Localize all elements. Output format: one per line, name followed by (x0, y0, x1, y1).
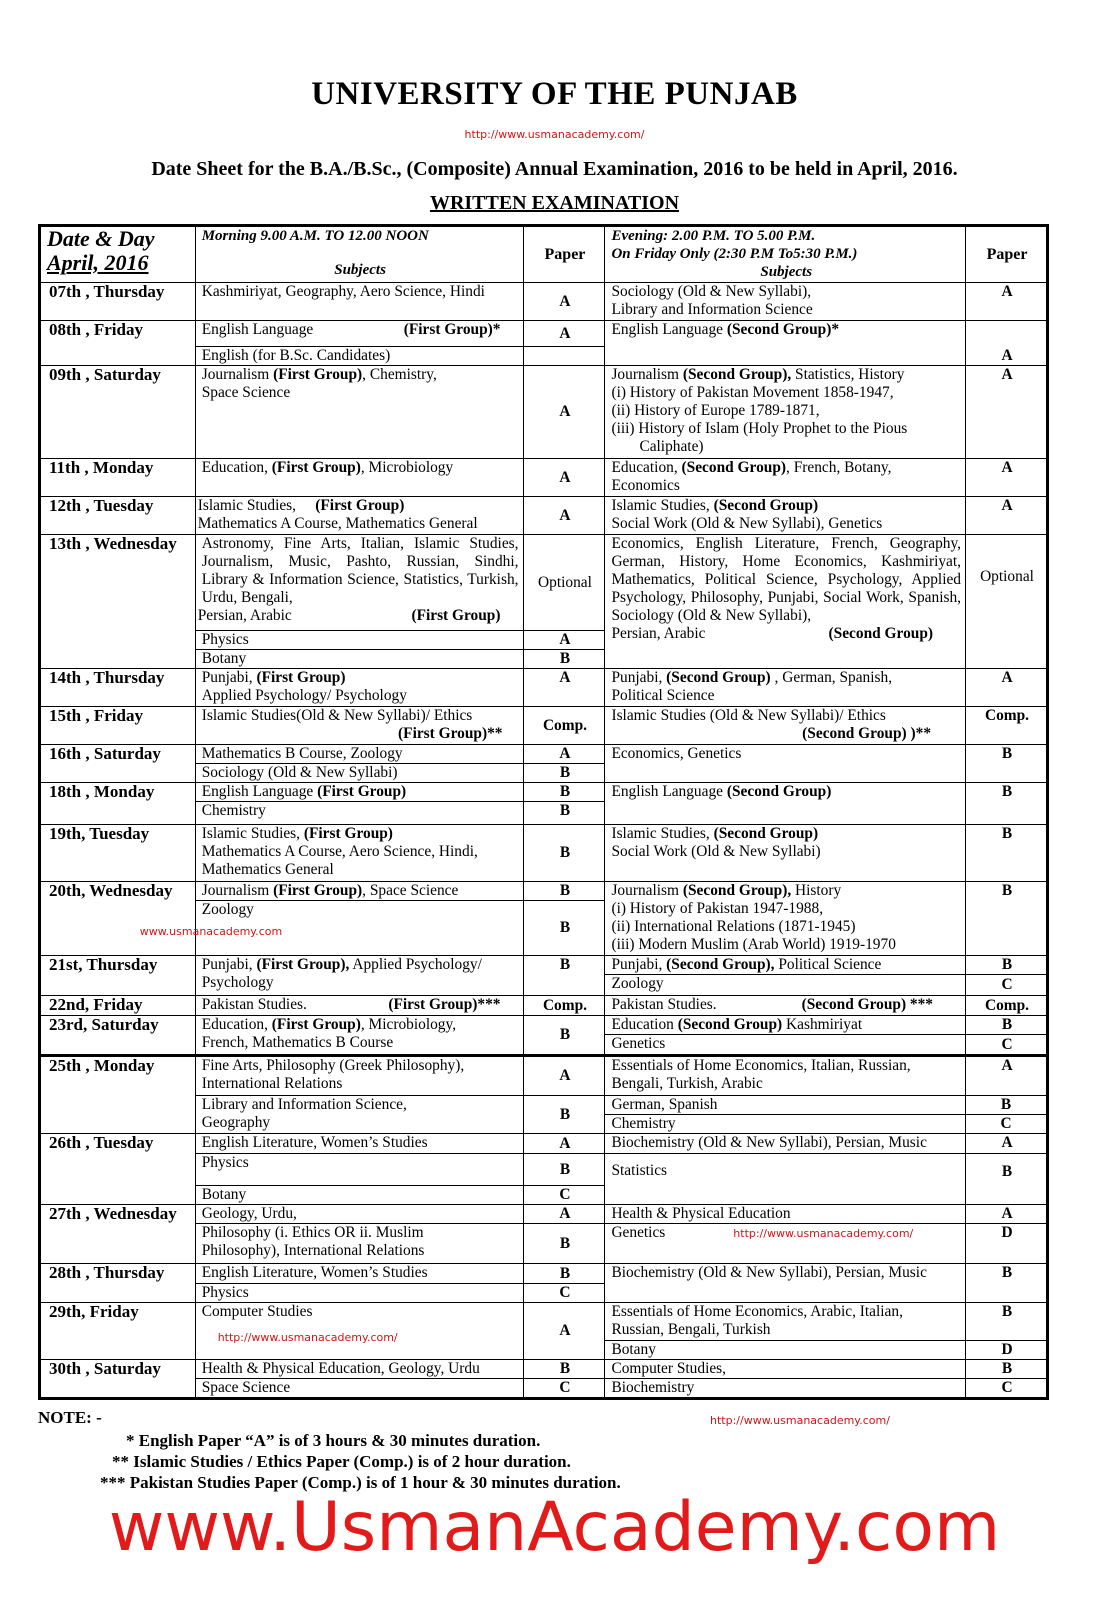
table-row (40, 783, 1048, 802)
morning-subjects: Chemistry (195, 802, 523, 825)
morning-subjects: Islamic Studies, (First Group) Mathematics A Course, Mathematics General (195, 497, 523, 535)
note-item: *** Pakistan Studies Paper (Comp.) is of 1 hour & 30 minutes duration. (100, 1473, 621, 1492)
morning-paper: B (523, 1016, 605, 1056)
evening-paper: A (966, 1134, 1048, 1154)
morning-paper: B (523, 1154, 605, 1186)
morning-subjects: Physics (195, 1284, 523, 1303)
evening-paper: A (966, 1056, 1048, 1096)
date-cell: 12th , Tuesday (40, 497, 196, 535)
evening-subjects: Biochemistry (Old & New Syllabi), Persian, Music (605, 1264, 966, 1303)
morning-paper: A (523, 321, 605, 347)
morning-paper: A (523, 1056, 605, 1096)
evening-subjects: Zoology (605, 975, 966, 996)
table-row (40, 669, 1048, 707)
date-cell: 16th , Saturday (40, 745, 196, 783)
morning-paper: C (523, 1284, 605, 1303)
table-row (40, 1056, 1048, 1096)
date-cell: 23rd, Saturday (40, 1016, 196, 1056)
header-paper-evening: Paper (966, 226, 1048, 283)
evening-paper: Comp. (966, 996, 1048, 1016)
evening-subjects: Economics, Genetics (605, 745, 966, 783)
morning-subjects: Journalism (First Group), Space Science (195, 882, 523, 901)
header-date-day: Date & Day April, 2016 (40, 226, 196, 283)
table-row (40, 707, 1048, 745)
table-row (40, 882, 1048, 901)
table-row (40, 996, 1048, 1016)
date-cell: 18th , Monday (40, 783, 196, 825)
evening-paper: B (966, 825, 1048, 882)
morning-subjects: Fine Arts, Philosophy (Greek Philosophy), International Relations (195, 1056, 523, 1096)
table-row (40, 1205, 1048, 1224)
morning-paper: B (523, 1264, 605, 1284)
date-cell: 30th , Saturday (40, 1360, 196, 1399)
date-cell: 21st, Thursday (40, 956, 196, 996)
evening-subjects: Statistics (605, 1154, 966, 1205)
morning-subjects: Philosophy (i. Ethics OR ii. Muslim Philosophy), International Relations (195, 1224, 523, 1264)
table-header-row (40, 226, 1048, 283)
date-cell: 14th , Thursday (40, 669, 196, 707)
header-paper-morning: Paper (523, 226, 605, 283)
evening-paper: Optional (966, 535, 1048, 669)
morning-paper: A (523, 283, 605, 321)
evening-subjects: Islamic Studies (Old & New Syllabi)/ Ethics (Second Group) )** (605, 707, 966, 745)
date-cell: 13th , Wednesday (40, 535, 196, 669)
evening-paper: B (966, 783, 1048, 825)
evening-subjects: Computer Studies, (605, 1360, 966, 1379)
note-item: * English Paper “A” is of 3 hours & 30 minutes duration. (126, 1431, 541, 1450)
table-row (40, 535, 1048, 631)
morning-subjects: Library and Information Science, Geography (195, 1096, 523, 1134)
evening-subjects: Journalism (Second Group), History (i) History of Pakistan 1947-1988, (ii) International Relations (1871-1945) (iii) Modern Muslim (Arab World) 1919-1970 (605, 882, 966, 956)
morning-subjects: English Language (First Group)* (195, 321, 523, 347)
table-row (40, 1303, 1048, 1341)
evening-subjects: Pakistan Studies. (Second Group) *** (605, 996, 966, 1016)
morning-paper: B (523, 825, 605, 882)
morning-paper: Optional (523, 535, 605, 631)
morning-subjects: Physics (195, 631, 523, 650)
table-row (40, 1360, 1048, 1379)
morning-subjects: Astronomy, Fine Arts, Italian, Islamic Studies, Journalism, Music, Pashto, Russian, Sindhi, Library & Information Science, Statistics, Turkish, Urdu, Bengali, Persian, Arabic (First Group) (195, 535, 523, 631)
evening-subjects: Biochemistry (Old & New Syllabi), Persian, Music (605, 1134, 966, 1154)
evening-paper: D (966, 1341, 1048, 1360)
morning-subjects: Pakistan Studies. (First Group)*** (195, 996, 523, 1016)
morning-subjects: Space Science (195, 1379, 523, 1399)
morning-paper: A (523, 1134, 605, 1154)
morning-paper: A (523, 745, 605, 764)
morning-subjects: Islamic Studies(Old & New Syllabi)/ Ethics (First Group)** (195, 707, 523, 745)
date-cell: 09th , Saturday (40, 366, 196, 459)
morning-subjects: Kashmiriyat, Geography, Aero Science, Hindi (195, 283, 523, 321)
morning-subjects: English Language (First Group) (195, 783, 523, 802)
morning-paper: B (523, 956, 605, 996)
morning-subjects: Geology, Urdu, (195, 1205, 523, 1224)
evening-paper: C (966, 1035, 1048, 1056)
evening-paper: D (966, 1224, 1048, 1264)
morning-subjects: English Literature, Women’s Studies (195, 1264, 523, 1284)
morning-paper: C (523, 1379, 605, 1399)
table-row (40, 321, 1048, 347)
morning-paper: A (523, 1303, 605, 1360)
date-cell: 19th, Tuesday (40, 825, 196, 882)
footer-watermark: www.UsmanAcademy.com (108, 1488, 1001, 1567)
evening-paper: A (966, 669, 1048, 707)
date-cell: 29th, Friday (40, 1303, 196, 1360)
evening-subjects: Islamic Studies, (Second Group) Social Work (Old & New Syllabi), Genetics (605, 497, 966, 535)
morning-paper: A (523, 669, 605, 707)
morning-paper: A (523, 1205, 605, 1224)
evening-subjects: Education (Second Group) Kashmiriyat (605, 1016, 966, 1035)
morning-paper: Comp. (523, 996, 605, 1016)
evening-paper: Comp. (966, 707, 1048, 745)
evening-subjects: German, Spanish Chemistry (605, 1096, 966, 1134)
morning-subjects: Punjabi, (First Group) Applied Psychology/ Psychology (195, 669, 523, 707)
evening-subjects: Punjabi, (Second Group) , German, Spanish, Political Science (605, 669, 966, 707)
table-row (40, 956, 1048, 975)
morning-subjects: Physics (195, 1154, 523, 1186)
morning-paper: A (523, 497, 605, 535)
evening-paper: B (966, 745, 1048, 783)
note-item: ** Islamic Studies / Ethics Paper (Comp.) is of 2 hour duration. (112, 1452, 571, 1471)
evening-subjects: Punjabi, (Second Group), Political Science (605, 956, 966, 975)
evening-paper: B (966, 956, 1048, 975)
morning-subjects: Botany (195, 650, 523, 669)
notes-list (100, 1430, 621, 1493)
morning-paper: C (523, 1186, 605, 1205)
date-cell: 15th , Friday (40, 707, 196, 745)
date-cell: 07th , Thursday (40, 283, 196, 321)
morning-paper: B (523, 1224, 605, 1264)
evening-subjects: Genetics (605, 1035, 966, 1056)
table-row (40, 283, 1048, 321)
section-heading: WRITTEN EXAMINATION (429, 192, 680, 214)
evening-paper: B (966, 1154, 1048, 1205)
evening-paper: A (966, 1205, 1048, 1224)
watermark-url-note: http://www.usmanacademy.com/ (710, 1414, 890, 1427)
morning-subjects: Botany (195, 1186, 523, 1205)
evening-subjects: Islamic Studies, (Second Group) Social Work (Old & New Syllabi) (605, 825, 966, 882)
evening-paper: B (966, 1360, 1048, 1379)
evening-paper: B (966, 1303, 1048, 1341)
morning-subjects: Journalism (First Group), Chemistry, Space Science (195, 366, 523, 459)
evening-paper: B (966, 882, 1048, 956)
date-cell: 11th , Monday (40, 459, 196, 497)
morning-paper: B (523, 650, 605, 669)
header-evening: Evening: 2.00 P.M. TO 5.00 P.M. On Friday Only (2:30 P.M To5:30 P.M.) Subjects (605, 226, 966, 283)
date-cell: 25th , Monday (40, 1056, 196, 1134)
table-row (40, 745, 1048, 764)
table-row (40, 1016, 1048, 1035)
morning-subjects: Computer Studies http://www.usmanacademy.com/ (195, 1303, 523, 1360)
morning-paper: B (523, 783, 605, 802)
watermark-url: www.usmanacademy.com (139, 925, 283, 938)
evening-paper: A (966, 366, 1048, 459)
morning-subjects: English (for B.Sc. Candidates) (195, 347, 523, 366)
table-row (40, 497, 1048, 535)
watermark-url-top: http://www.usmanacademy.com/ (464, 128, 645, 141)
morning-paper: B (523, 1360, 605, 1379)
morning-paper: B (523, 1096, 605, 1134)
evening-subjects: Health & Physical Education (605, 1205, 966, 1224)
evening-subjects: Essentials of Home Economics, Italian, Russian, Bengali, Turkish, Arabic (605, 1056, 966, 1096)
morning-paper: A (523, 366, 605, 459)
morning-subjects: Education, (First Group), Microbiology, French, Mathematics B Course (195, 1016, 523, 1056)
evening-subjects: Biochemistry (605, 1379, 966, 1399)
date-cell: 28th , Thursday (40, 1264, 196, 1303)
note-label: NOTE: - (38, 1408, 102, 1427)
morning-paper (523, 347, 605, 366)
evening-subjects: English Language (Second Group) (605, 783, 966, 825)
evening-paper: C (966, 1379, 1048, 1399)
date-sheet-table (38, 224, 1049, 1400)
evening-paper: A (966, 283, 1048, 321)
evening-paper: A (966, 459, 1048, 497)
evening-subjects: Genetics http://www.usmanacademy.com/ (605, 1224, 966, 1264)
morning-paper: B (523, 882, 605, 901)
morning-paper: B (523, 764, 605, 783)
watermark-url: http://www.usmanacademy.com/ (217, 1331, 398, 1344)
evening-subjects: Journalism (Second Group), Statistics, History (i) History of Pakistan Movement 1858-1947, (ii) History of Europe 1789-1871, (iii) History of Islam (Holy Prophet to the Pious Caliphate) (605, 366, 966, 459)
watermark-url: http://www.usmanacademy.com/ (733, 1227, 914, 1240)
date-cell: 26th , Tuesday (40, 1134, 196, 1205)
morning-subjects: Mathematics B Course, Zoology (195, 745, 523, 764)
evening-paper: A (966, 321, 1048, 366)
evening-subjects: Economics, English Literature, French, Geography, German, History, Home Economics, Kashmiriyat, Mathematics, Political Science, Psychology, Applied Psychology, Philosophy, Punjabi, Social Work, Spanish, Sociology (Old & New Syllabi), Persian, Arabic (Second Group) (605, 535, 966, 669)
evening-subjects: English Language (Second Group)* (605, 321, 966, 366)
table-row (40, 1264, 1048, 1284)
date-cell: 20th, Wednesday (40, 882, 196, 956)
morning-subjects: Islamic Studies, (First Group) Mathematics A Course, Aero Science, Hindi, Mathematics General (195, 825, 523, 882)
evening-paper: A (966, 497, 1048, 535)
evening-paper: B C (966, 1096, 1048, 1134)
evening-subjects: Botany (605, 1341, 966, 1360)
morning-subjects: Punjabi, (First Group), Applied Psychology/ Psychology (195, 956, 523, 996)
table-row (40, 825, 1048, 882)
evening-subjects: Sociology (Old & New Syllabi), Library and Information Science (605, 283, 966, 321)
morning-paper: B (523, 901, 605, 956)
morning-subjects: Zoology www.usmanacademy.com (195, 901, 523, 956)
document-subtitle: Date Sheet for the B.A./B.Sc., (Composite) Annual Examination, 2016 to be held in April, 2016. (151, 158, 958, 180)
morning-subjects: Sociology (Old & New Syllabi) (195, 764, 523, 783)
morning-paper: A (523, 459, 605, 497)
date-cell: 22nd, Friday (40, 996, 196, 1016)
date-cell: 08th , Friday (40, 321, 196, 366)
morning-subjects: Education, (First Group), Microbiology (195, 459, 523, 497)
evening-paper: B (966, 1264, 1048, 1303)
table-row (40, 1134, 1048, 1154)
morning-paper: Comp. (523, 707, 605, 745)
evening-paper: C (966, 975, 1048, 996)
header-morning: Morning 9.00 A.M. TO 12.00 NOON Subjects (195, 226, 523, 283)
evening-subjects: Education, (Second Group), French, Botany, Economics (605, 459, 966, 497)
table-row (40, 459, 1048, 497)
morning-paper: A (523, 631, 605, 650)
date-cell: 27th , Wednesday (40, 1205, 196, 1264)
morning-subjects: Health & Physical Education, Geology, Urdu (195, 1360, 523, 1379)
morning-subjects: English Literature, Women’s Studies (195, 1134, 523, 1154)
table-row (40, 366, 1048, 459)
evening-paper: B (966, 1016, 1048, 1035)
morning-paper: B (523, 802, 605, 825)
evening-subjects: Essentials of Home Economics, Arabic, Italian, Russian, Bengali, Turkish (605, 1303, 966, 1341)
document-title: UNIVERSITY OF THE PUNJAB (311, 76, 798, 112)
